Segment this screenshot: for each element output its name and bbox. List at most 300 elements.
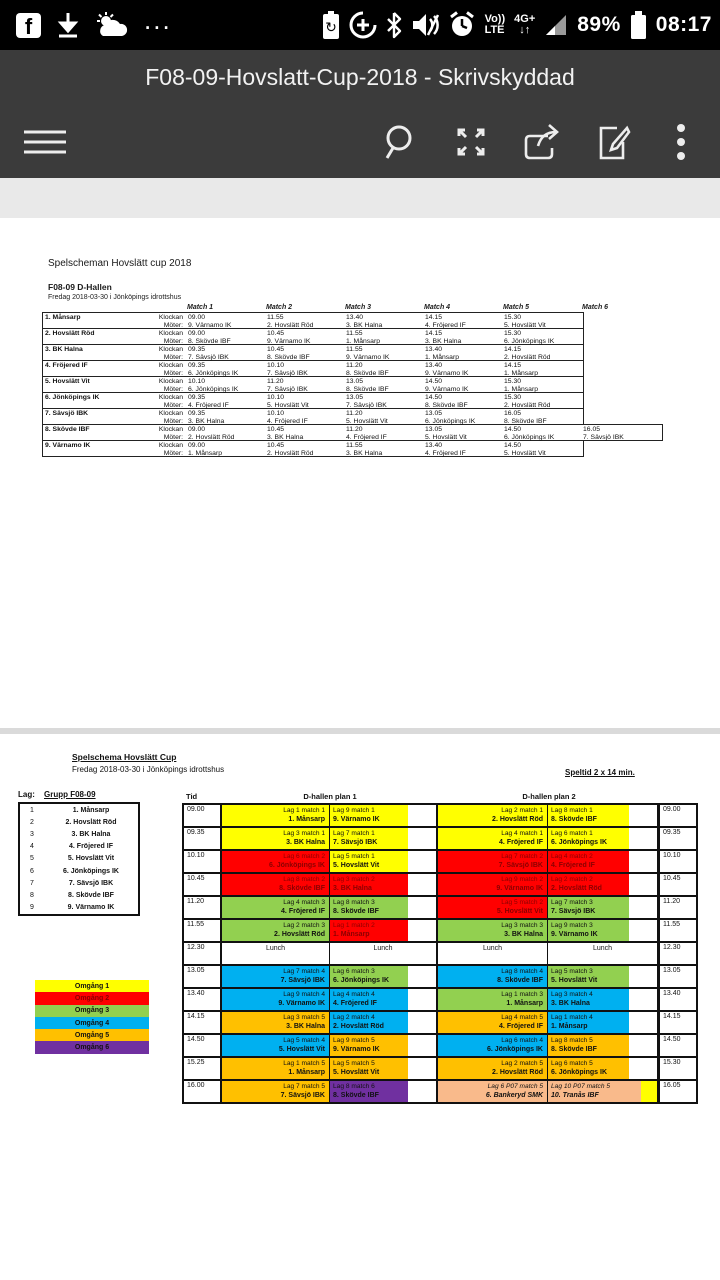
match-cell: 10.45 8. Skövde IBF xyxy=(267,346,310,361)
slot-match-label: Lag 1 match 2 xyxy=(333,922,375,929)
slot-team-label: 8. Skövde IBF xyxy=(333,908,379,915)
team-name: 3. BK Halna xyxy=(71,830,111,838)
slot-team-label: 1. Månsarp xyxy=(506,1000,543,1007)
match-cell: 14.50 8. Skövde IBF xyxy=(425,394,468,409)
slot-team-label: 2. Hovslätt Röd xyxy=(492,816,543,823)
slot-match-label: Lag 4 match 4 xyxy=(333,991,375,998)
match-cell: 14.50 9. Värnamo IK xyxy=(425,378,469,393)
tid-right: 14.15 xyxy=(658,1012,696,1033)
match-cell: 10.10 4. Fröjered IF xyxy=(267,410,308,425)
match-slot-cell xyxy=(330,943,438,964)
slot-team-label: 4. Fröjered IF xyxy=(333,1000,377,1007)
slot-team-label: 8. Skövde IBF xyxy=(333,1092,379,1099)
schedule-row xyxy=(184,966,696,989)
slot-team-label: 4. Fröjered IF xyxy=(499,839,543,846)
team-name: 7. Sävsjö IBK xyxy=(68,879,114,887)
tid-right: 09.00 xyxy=(658,805,696,826)
p1-team-row xyxy=(42,328,584,345)
slot-match-label: Lag 4 match 2 xyxy=(551,853,593,860)
tid-right: 13.40 xyxy=(658,989,696,1010)
round-color-legend xyxy=(35,980,149,1054)
page2-title: Spelschema Hovslätt Cup xyxy=(72,752,177,762)
match-cell: 15.30 6. Jönköpings IK xyxy=(504,330,555,345)
slot-team-label: 8. Skövde IBF xyxy=(279,885,325,892)
match-slot-cell xyxy=(330,1035,438,1056)
moter-label: Möter: xyxy=(163,354,183,361)
tid-left: 14.50 xyxy=(184,1035,222,1056)
slot-team-label: 3. BK Halna xyxy=(286,1023,325,1030)
match-slot-cell xyxy=(438,1058,548,1079)
p1-team-row xyxy=(42,376,584,393)
p1-team-row xyxy=(42,424,663,441)
slot-team-label: 2. Hovslätt Röd xyxy=(333,1023,384,1030)
schedule-row xyxy=(184,828,696,851)
match-slot-cell xyxy=(438,943,548,964)
schedule-row xyxy=(184,943,696,966)
match-cell: 09.35 7. Sävsjö IBK xyxy=(188,346,229,361)
schedule-row xyxy=(184,1058,696,1081)
match-cell: 11.20 8. Skövde IBF xyxy=(346,362,389,377)
page1-title: Spelscheman Hovslätt cup 2018 xyxy=(48,258,192,269)
slot-match-label: Lag 8 match 6 xyxy=(333,1083,375,1090)
match-slot-cell xyxy=(330,897,438,918)
slot-match-label: Lag 1 match 3 xyxy=(501,991,543,998)
p1-team-row xyxy=(42,344,584,361)
page2-date-label: Fredag 2018-03-30 i Jönköpings idrottshus xyxy=(72,765,225,774)
team-number: 7 xyxy=(30,879,34,887)
slot-team-label: 5. Hovslätt Vit xyxy=(551,977,598,984)
document-viewport[interactable] xyxy=(0,178,720,1280)
slot-match-label: Lag 2 match 4 xyxy=(333,1014,375,1021)
team-name: 4. Fröjered IF xyxy=(69,843,113,851)
page1-date-label: Fredag 2018-03-30 i Jönköpings idrottshus xyxy=(48,294,182,301)
team-number: 2 xyxy=(30,818,34,826)
tid-right: 09.35 xyxy=(658,828,696,849)
match-slot-cell xyxy=(330,966,438,987)
tid-right: 13.05 xyxy=(658,966,696,987)
match-cell: 15.30 5. Hovslätt Vit xyxy=(504,314,546,329)
match-slot-cell xyxy=(330,989,438,1010)
legend-row: Omgång 1 xyxy=(35,980,149,992)
lunch-label: Lunch xyxy=(482,945,503,952)
tid-right: 16.05 xyxy=(658,1081,696,1102)
team-name: 8. Skövde IBF xyxy=(68,891,114,899)
tid-right: 11.55 xyxy=(658,920,696,941)
slot-team-label: 4. Fröjered IF xyxy=(499,1023,543,1030)
mute-icon xyxy=(411,11,439,39)
match-slot-cell xyxy=(222,805,330,826)
tid-left: 09.35 xyxy=(184,828,222,849)
team-list-row xyxy=(20,828,138,840)
team-name: 1. Månsarp xyxy=(72,806,110,814)
moter-label: Möter: xyxy=(163,370,183,377)
slot-match-label: Lag 8 match 4 xyxy=(501,968,543,975)
tid-right: 14.50 xyxy=(658,1035,696,1056)
end-color-block xyxy=(641,1081,657,1102)
klockan-label: Klockan xyxy=(158,426,183,433)
p1-team-row xyxy=(42,360,584,377)
klockan-label: Klockan xyxy=(158,378,183,385)
team-list-row xyxy=(20,816,138,828)
match-cell: 13.05 7. Sävsjö IBK xyxy=(346,394,387,409)
tid-left: 11.20 xyxy=(184,897,222,918)
match-cell: 11.55 3. BK Halna xyxy=(346,442,383,457)
p1-team-row xyxy=(42,408,584,425)
match-cell: 09.00 1. Månsarp xyxy=(188,442,223,457)
legend-row: Omgång 6 xyxy=(35,1041,149,1053)
slot-team-label: 1. Månsarp xyxy=(288,1069,325,1076)
more-notifications-icon: ... xyxy=(144,5,172,35)
share-icon[interactable] xyxy=(506,112,576,172)
slot-team-label: 8. Skövde IBF xyxy=(551,816,597,823)
alarm-icon xyxy=(448,11,476,39)
download-icon xyxy=(56,12,80,38)
slot-team-label: 7. Sävsjö IBK xyxy=(280,977,325,984)
slot-team-label: 7. Sävsjö IBK xyxy=(280,1092,325,1099)
page2-schedule-table xyxy=(182,803,698,1104)
slot-team-label: 2. Hovslätt Röd xyxy=(551,885,602,892)
moter-label: Möter: xyxy=(163,338,183,345)
team-list-row xyxy=(20,877,138,889)
slot-match-label: Lag 4 match 3 xyxy=(283,899,325,906)
tid-left: 16.00 xyxy=(184,1081,222,1102)
slot-team-label: 5. Hovslätt Vit xyxy=(333,862,380,869)
match-cell: 16.05 8. Skövde IBF xyxy=(504,410,547,425)
moter-label: Möter: xyxy=(163,322,183,329)
slot-match-label: Lag 4 match 5 xyxy=(501,1014,543,1021)
slot-team-label: 8. Skövde IBF xyxy=(497,977,543,984)
slot-match-label: Lag 7 match 4 xyxy=(283,968,325,975)
klockan-label: Klockan xyxy=(158,442,183,449)
slot-match-label: Lag 9 match 5 xyxy=(333,1037,375,1044)
match-slot-cell xyxy=(548,851,658,872)
match-cell: 09.00 9. Värnamo IK xyxy=(188,314,232,329)
slot-match-label: Lag 6 match 2 xyxy=(283,853,325,860)
document-title: F08-09-Hovslatt-Cup-2018 - Skrivskyddad xyxy=(145,64,575,90)
search-icon[interactable] xyxy=(366,112,436,172)
slot-team-label: 7. Sävsjö IBK xyxy=(551,908,596,915)
moter-label: Möter: xyxy=(163,450,183,457)
match-slot-cell xyxy=(438,920,548,941)
team-number: 1 xyxy=(30,806,34,814)
slot-match-label: Lag 5 match 4 xyxy=(283,1037,325,1044)
match-slot-cell xyxy=(222,966,330,987)
team-list-row xyxy=(20,804,138,816)
team-name: 9. Värnamo IK xyxy=(67,904,115,912)
slot-match-label: Lag 5 match 2 xyxy=(501,899,543,906)
schedule-row xyxy=(184,1081,696,1102)
match-cell: 10.45 3. BK Halna xyxy=(267,426,304,441)
slot-match-label: Lag 7 match 5 xyxy=(283,1083,325,1090)
clock-label: 08:17 xyxy=(655,13,712,36)
match-slot-cell xyxy=(548,805,658,826)
plan2-header: D-hallen plan 2 xyxy=(522,792,576,801)
tid-left: 13.05 xyxy=(184,966,222,987)
slot-team-label: 3. BK Halna xyxy=(504,931,543,938)
klockan-label: Klockan xyxy=(158,410,183,417)
slot-match-label: Lag 6 P07 match 5 xyxy=(487,1083,543,1090)
fullscreen-icon[interactable] xyxy=(436,112,506,172)
slot-match-label: Lag 9 match 1 xyxy=(333,807,375,814)
lunch-label: Lunch xyxy=(265,945,286,952)
slot-team-label: 4. Fröjered IF xyxy=(281,908,325,915)
schedule-row xyxy=(184,874,696,897)
match-slot-cell xyxy=(548,1058,658,1079)
team-name: 9. Värnamo IK xyxy=(45,442,91,449)
match-slot-cell xyxy=(330,828,438,849)
slot-match-label: Lag 2 match 2 xyxy=(551,876,593,883)
battery-icon xyxy=(630,11,647,39)
match-slot-cell xyxy=(548,989,658,1010)
slot-team-label: 9. Värnamo IK xyxy=(551,931,598,938)
match-cell: 13.40 4. Fröjered IF xyxy=(425,442,466,457)
slot-match-label: Lag 8 match 5 xyxy=(551,1037,593,1044)
schedule-row xyxy=(184,1035,696,1058)
match-cell: 09.35 4. Fröjered IF xyxy=(188,394,229,409)
slot-team-label: 9. Värnamo IK xyxy=(333,1046,380,1053)
slot-match-label: Lag 2 match 3 xyxy=(283,922,325,929)
slot-team-label: 8. Skövde IBF xyxy=(551,1046,597,1053)
slot-team-label: 5. Hovslätt Vit xyxy=(278,1046,325,1053)
team-number: 3 xyxy=(30,830,34,838)
match-cell: 11.55 2. Hovslätt Röd xyxy=(267,314,314,329)
slot-match-label: Lag 6 match 1 xyxy=(551,830,593,837)
page-1 xyxy=(0,218,720,728)
match-header: Match 1 xyxy=(187,304,214,311)
tid-right: 10.45 xyxy=(658,874,696,895)
slot-team-label: 7. Sävsjö IBK xyxy=(333,839,378,846)
match-slot-cell xyxy=(222,1081,330,1102)
match-cell: 14.15 3. BK Halna xyxy=(425,330,462,345)
match-slot-cell xyxy=(548,966,658,987)
match-cell: 14.15 4. Fröjered IF xyxy=(425,314,466,329)
slot-team-label: 5. Hovslätt Vit xyxy=(496,908,543,915)
match-cell: 10.10 5. Hovslätt Vit xyxy=(267,394,309,409)
match-slot-cell xyxy=(548,828,658,849)
weather-icon xyxy=(95,12,129,38)
match-header: Match 6 xyxy=(582,304,609,311)
match-cell: 10.10 7. Sävsjö IBK xyxy=(267,362,308,377)
match-cell: 13.05 8. Skövde IBF xyxy=(346,378,389,393)
match-slot-cell xyxy=(222,920,330,941)
tid-right: 11.20 xyxy=(658,897,696,918)
match-slot-cell xyxy=(548,1081,658,1102)
team-number: 4 xyxy=(30,843,34,851)
match-cell: 14.50 6. Jönköpings IK xyxy=(504,426,555,441)
team-number: 6 xyxy=(30,867,34,875)
match-slot-cell xyxy=(438,828,548,849)
plan1-header: D-hallen plan 1 xyxy=(303,792,357,801)
match-slot-cell xyxy=(438,897,548,918)
slot-match-label: Lag 8 match 3 xyxy=(333,899,375,906)
signal-strength-icon xyxy=(544,13,568,37)
slot-team-label: 3. BK Halna xyxy=(551,1000,590,1007)
slot-match-label: Lag 3 match 3 xyxy=(501,922,543,929)
slot-match-label: Lag 3 match 2 xyxy=(333,876,375,883)
slot-match-label: Lag 9 match 3 xyxy=(551,922,593,929)
slot-match-label: Lag 7 match 3 xyxy=(551,899,593,906)
tid-left: 14.15 xyxy=(184,1012,222,1033)
tid-left: 11.55 xyxy=(184,920,222,941)
match-slot-cell xyxy=(548,1012,658,1033)
match-cell: 15.30 2. Hovslätt Röd xyxy=(504,394,551,409)
facebook-notification-icon: f xyxy=(16,13,41,38)
team-name: 6. Jönköpings IK xyxy=(62,867,119,875)
match-cell: 11.20 4. Fröjered IF xyxy=(346,426,387,441)
moter-label: Möter: xyxy=(163,386,183,393)
schedule-row xyxy=(184,920,696,943)
p1-team-row xyxy=(42,440,584,457)
match-slot-cell xyxy=(438,1081,548,1102)
data-saver-icon xyxy=(349,11,377,39)
slot-team-label: 10. Tranås IBF xyxy=(551,1092,599,1099)
slot-team-label: 4. Fröjered IF xyxy=(551,862,595,869)
slot-match-label: Lag 2 match 5 xyxy=(501,1060,543,1067)
slot-match-label: Lag 5 match 1 xyxy=(333,853,375,860)
match-slot-cell xyxy=(222,1012,330,1033)
klockan-label: Klockan xyxy=(158,394,183,401)
team-name: 2. Hovslätt Röd xyxy=(45,330,95,337)
slot-team-label: 1. Månsarp xyxy=(288,816,325,823)
volte-indicator: Vo)) LTE xyxy=(484,13,506,36)
team-number: 8 xyxy=(30,891,34,899)
team-name: 2. Hovslätt Röd xyxy=(65,818,117,826)
match-slot-cell xyxy=(438,1035,548,1056)
match-slot-cell xyxy=(438,966,548,987)
slot-team-label: 6. Jönköpings IK xyxy=(551,839,608,846)
slot-match-label: Lag 7 match 2 xyxy=(501,853,543,860)
tid-left: 15.25 xyxy=(184,1058,222,1079)
match-cell: 09.35 6. Jönköpings IK xyxy=(188,362,239,377)
slot-team-label: 6. Jönköpings IK xyxy=(333,977,390,984)
team-list-row xyxy=(20,841,138,853)
schedule-row xyxy=(184,1012,696,1035)
slot-match-label: Lag 3 match 1 xyxy=(283,830,325,837)
match-header: Match 2 xyxy=(266,304,293,311)
slot-match-label: Lag 3 match 4 xyxy=(551,991,593,998)
lag-label: Lag: xyxy=(18,790,35,799)
match-slot-cell xyxy=(222,851,330,872)
edit-icon[interactable] xyxy=(576,112,646,172)
match-cell: 09.00 2. Hovslätt Röd xyxy=(188,426,235,441)
document-title-bar xyxy=(0,50,720,105)
match-slot-cell xyxy=(438,874,548,895)
klockan-label: Klockan xyxy=(158,330,183,337)
legend-row: Omgång 2 xyxy=(35,992,149,1004)
tid-left: 10.45 xyxy=(184,874,222,895)
slot-match-label: Lag 2 match 1 xyxy=(501,807,543,814)
tid-right: 15.30 xyxy=(658,1058,696,1079)
p1-team-row xyxy=(42,392,584,409)
match-slot-cell xyxy=(548,943,658,964)
slot-match-label: Lag 6 match 4 xyxy=(501,1037,543,1044)
match-cell: 14.50 5. Hovslätt Vit xyxy=(504,442,546,457)
p1-team-row xyxy=(42,312,584,329)
slot-match-label: Lag 6 match 5 xyxy=(551,1060,593,1067)
match-cell: 09.35 3. BK Halna xyxy=(188,410,225,425)
moter-label: Möter: xyxy=(163,434,183,441)
slot-team-label: 1. Månsarp xyxy=(333,931,370,938)
slot-match-label: Lag 9 match 2 xyxy=(501,876,543,883)
tid-left: 13.40 xyxy=(184,989,222,1010)
slot-team-label: 2. Hovslätt Röd xyxy=(492,1069,543,1076)
slot-team-label: 1. Månsarp xyxy=(551,1023,588,1030)
team-name: 6. Jönköpings IK xyxy=(45,394,100,401)
match-slot-cell xyxy=(222,828,330,849)
toolbar xyxy=(0,105,720,178)
slot-match-label: Lag 8 match 2 xyxy=(283,876,325,883)
team-list-row xyxy=(20,853,138,865)
klockan-label: Klockan xyxy=(158,346,183,353)
match-cell: 16.05 7. Sävsjö IBK xyxy=(583,426,624,441)
team-name: 7. Sävsjö IBK xyxy=(45,410,89,417)
match-cell: 13.05 6. Jönköpings IK xyxy=(425,410,476,425)
slot-match-label: Lag 1 match 1 xyxy=(283,807,325,814)
match-slot-cell xyxy=(548,920,658,941)
match-cell: 11.55 9. Värnamo IK xyxy=(346,346,390,361)
team-name: 5. Hovslätt Vit xyxy=(67,855,115,863)
match-slot-cell xyxy=(438,1012,548,1033)
status-bar xyxy=(0,0,720,50)
page2-speltid-label: Speltid 2 x 14 min. xyxy=(565,768,635,777)
slot-match-label: Lag 3 match 5 xyxy=(283,1014,325,1021)
slot-match-label: Lag 1 match 4 xyxy=(551,1014,593,1021)
match-slot-cell xyxy=(438,805,548,826)
match-slot-cell xyxy=(548,897,658,918)
slot-team-label: 7. Sävsjö IBK xyxy=(498,862,543,869)
match-slot-cell xyxy=(222,943,330,964)
slot-team-label: 5. Hovslätt Vit xyxy=(333,1069,380,1076)
schedule-row xyxy=(184,897,696,920)
match-slot-cell xyxy=(330,874,438,895)
slot-match-label: Lag 4 match 1 xyxy=(501,830,543,837)
tid-header: Tid xyxy=(186,792,198,801)
match-cell: 13.40 1. Månsarp xyxy=(425,346,460,361)
match-slot-cell xyxy=(330,805,438,826)
slot-team-label: 3. BK Halna xyxy=(333,885,372,892)
team-number: 9 xyxy=(30,904,34,912)
lunch-label: Lunch xyxy=(373,945,393,952)
match-cell: 11.20 7. Sävsjö IBK xyxy=(267,378,308,393)
slot-team-label: 9. Värnamo IK xyxy=(333,816,380,823)
tid-right: 12.30 xyxy=(658,943,696,964)
match-cell: 13.40 3. BK Halna xyxy=(346,314,383,329)
slot-team-label: 6. Jönköpings IK xyxy=(268,862,325,869)
match-slot-cell xyxy=(222,1035,330,1056)
legend-row: Omgång 3 xyxy=(35,1005,149,1017)
slot-match-label: Lag 10 P07 match 5 xyxy=(551,1083,611,1090)
klockan-label: Klockan xyxy=(158,314,183,321)
klockan-label: Klockan xyxy=(158,362,183,369)
legend-row: Omgång 5 xyxy=(35,1029,149,1041)
team-name: 5. Hovslätt Vit xyxy=(45,378,90,385)
schedule-row xyxy=(184,989,696,1012)
team-list-table xyxy=(18,802,140,916)
match-slot-cell xyxy=(438,851,548,872)
page1-hall-label: F08-09 D-Hallen xyxy=(48,282,112,292)
schedule-row xyxy=(184,805,696,828)
slot-match-label: Lag 5 match 5 xyxy=(333,1060,375,1067)
team-list-row xyxy=(20,889,138,901)
overflow-menu-icon[interactable] xyxy=(646,112,716,172)
match-slot-cell xyxy=(222,1058,330,1079)
bluetooth-icon xyxy=(386,11,402,39)
match-slot-cell xyxy=(330,1012,438,1033)
team-name: 4. Fröjered IF xyxy=(45,362,88,369)
slot-team-label: 6. Jönköpings IK xyxy=(551,1069,608,1076)
menu-icon[interactable] xyxy=(10,112,80,172)
page1-schedule-table xyxy=(42,313,663,457)
